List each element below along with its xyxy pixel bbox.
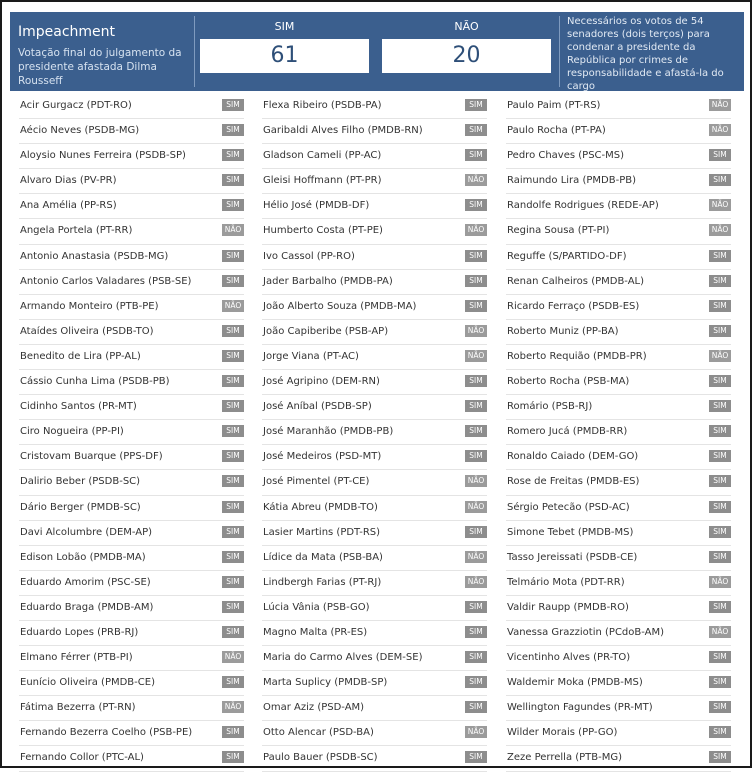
senator-name: Ana Amélia (PP-RS) <box>20 200 117 212</box>
senator-row <box>506 194 731 219</box>
vote-badge: SIM <box>222 400 244 412</box>
senator-name: João Capiberibe (PSB-AP) <box>263 325 389 337</box>
vote-badge: SIM <box>222 425 244 437</box>
senator-row <box>262 546 487 571</box>
senator-name: Antonio Carlos Valadares (PSB-SE) <box>20 275 192 287</box>
senator-row <box>19 445 244 470</box>
senator-row <box>19 270 244 295</box>
senator-row <box>19 245 244 270</box>
senator-name: Randolfe Rodrigues (REDE-AP) <box>507 200 659 212</box>
senator-name: Fátima Bezerra (PT-RN) <box>20 702 136 714</box>
senator-name: Waldemir Moka (PMDB-MS) <box>507 677 643 689</box>
senator-row <box>506 646 731 671</box>
vote-badge: NÃO <box>222 651 244 663</box>
senator-name: José Medeiros (PSD-MT) <box>263 451 382 463</box>
vote-badge: SIM <box>465 526 487 538</box>
senator-name: Magno Malta (PR-ES) <box>263 626 368 638</box>
vote-badge: NÃO <box>465 350 487 362</box>
sim-label: SIM <box>274 20 295 33</box>
vote-badge: NÃO <box>709 99 731 111</box>
senator-row <box>19 370 244 395</box>
senator-name: Telmário Mota (PDT-RR) <box>507 576 625 588</box>
vote-badge: NÃO <box>465 726 487 738</box>
vote-badge: SIM <box>465 751 487 763</box>
senator-name: Wellington Fagundes (PR-MT) <box>507 702 653 714</box>
senator-name: Cristovam Buarque (PPS-DF) <box>20 451 163 463</box>
senator-row <box>262 671 487 696</box>
vote-badge: SIM <box>222 375 244 387</box>
senator-name: Gleisi Hoffmann (PT-PR) <box>263 175 382 187</box>
vote-badge: NÃO <box>465 224 487 236</box>
senator-name: Raimundo Lira (PMDB-PB) <box>507 175 636 187</box>
senator-row <box>19 470 244 495</box>
senator-row <box>506 320 731 345</box>
senator-row <box>262 295 487 320</box>
senator-name: Lúcia Vânia (PSB-GO) <box>263 601 370 613</box>
senator-name: Armando Monteiro (PTB-PE) <box>20 300 159 312</box>
senator-row <box>19 194 244 219</box>
senator-row <box>19 345 244 370</box>
senator-name: Humberto Costa (PT-PE) <box>263 225 383 237</box>
vote-badge: SIM <box>465 99 487 111</box>
senator-name: Davi Alcolumbre (DEM-AP) <box>20 526 153 538</box>
senator-row <box>262 169 487 194</box>
senator-name: Eunício Oliveira (PMDB-CE) <box>20 677 155 689</box>
senator-row <box>19 721 244 746</box>
vote-badge: NÃO <box>222 224 244 236</box>
vote-badge: NÃO <box>222 701 244 713</box>
senator-row <box>506 596 731 621</box>
senator-name: Lídice da Mata (PSB-BA) <box>263 551 383 563</box>
nao-count: 20 <box>382 39 551 73</box>
senator-name: José Aníbal (PSDB-SP) <box>263 401 372 413</box>
vote-badge: NÃO <box>465 576 487 588</box>
required-votes-note: Necessários os votos de 54 senadores (dois terços) para condenar a presidente da República por crimes de responsabilidade e afastá-la do cargo <box>567 16 724 92</box>
header-divider-left <box>194 16 195 87</box>
senator-name: Flexa Ribeiro (PSDB-PA) <box>263 100 382 111</box>
senator-row <box>506 144 731 169</box>
vote-badge: SIM <box>222 325 244 337</box>
senator-name: Lindbergh Farias (PT-RJ) <box>263 576 382 588</box>
vote-badge: SIM <box>465 300 487 312</box>
vote-badge: SIM <box>465 676 487 688</box>
senator-row <box>262 646 487 671</box>
vote-badge: SIM <box>222 250 244 262</box>
senator-row <box>262 496 487 521</box>
senator-row <box>506 496 731 521</box>
senator-row <box>506 571 731 596</box>
senator-row <box>19 621 244 646</box>
senator-name: Eduardo Amorim (PSC-SE) <box>20 576 151 588</box>
senator-name: Garibaldi Alves Filho (PMDB-RN) <box>263 125 423 137</box>
senator-row <box>19 571 244 596</box>
senator-row <box>19 219 244 244</box>
vote-badge: NÃO <box>222 300 244 312</box>
senator-row <box>19 94 244 119</box>
senator-row <box>506 295 731 320</box>
vote-badge: SIM <box>465 701 487 713</box>
vote-badge: NÃO <box>709 576 731 588</box>
vote-badge: SIM <box>222 576 244 588</box>
senator-row <box>19 546 244 571</box>
senator-name: João Alberto Souza (PMDB-MA) <box>263 300 417 312</box>
senator-row <box>19 646 244 671</box>
vote-badge: SIM <box>709 275 731 287</box>
senator-name: Fernando Bezerra Coelho (PSB-PE) <box>20 727 193 739</box>
senator-name: Marta Suplicy (PMDB-SP) <box>263 677 388 689</box>
vote-badge: SIM <box>709 751 731 763</box>
header-title-block <box>18 24 196 88</box>
vote-badge: NÃO <box>709 199 731 211</box>
senator-name: Zeze Perrella (PTB-MG) <box>507 752 623 764</box>
senator-row <box>262 245 487 270</box>
senator-row <box>262 144 487 169</box>
senator-row <box>506 345 731 370</box>
senator-name: Wilder Morais (PP-GO) <box>507 727 618 739</box>
nao-total-block <box>382 20 551 73</box>
senator-row <box>506 721 731 746</box>
senator-row <box>262 521 487 546</box>
senator-name: Acir Gurgacz (PDT-RO) <box>20 100 132 111</box>
senator-name: Sérgio Petecão (PSD-AC) <box>507 501 630 513</box>
senator-row <box>19 144 244 169</box>
senator-name: Dário Berger (PMDB-SC) <box>20 501 141 513</box>
senator-row <box>506 169 731 194</box>
vote-badge: NÃO <box>465 501 487 513</box>
senator-row <box>506 219 731 244</box>
senator-name: Cássio Cunha Lima (PSDB-PB) <box>20 376 170 388</box>
senator-name: Aloysio Nunes Ferreira (PSDB-SP) <box>20 150 186 162</box>
senator-name: Romário (PSB-RJ) <box>507 401 593 413</box>
senator-name: Reguffe (S/PARTIDO-DF) <box>507 250 627 262</box>
vote-badge: SIM <box>222 751 244 763</box>
senator-row <box>262 370 487 395</box>
vote-badge: SIM <box>222 501 244 513</box>
senator-row <box>506 420 731 445</box>
vote-badge: SIM <box>465 450 487 462</box>
vote-badge: SIM <box>222 676 244 688</box>
senator-name: Angela Portela (PT-RR) <box>20 225 133 237</box>
senator-name: Vanessa Grazziotin (PCdoB-AM) <box>507 626 665 638</box>
vote-badge: SIM <box>465 275 487 287</box>
vote-badge: SIM <box>709 601 731 613</box>
senator-row <box>506 671 731 696</box>
senator-row <box>506 119 731 144</box>
senator-row <box>262 395 487 420</box>
page-title: Impeachment <box>18 24 116 40</box>
senator-row <box>262 470 487 495</box>
senator-name: Ivo Cassol (PP-RO) <box>263 250 355 262</box>
vote-badge: SIM <box>709 676 731 688</box>
vote-badge: SIM <box>222 350 244 362</box>
vote-badge: SIM <box>709 375 731 387</box>
senator-name: Alvaro Dias (PV-PR) <box>20 175 117 187</box>
senator-row <box>262 721 487 746</box>
vote-badge: SIM <box>709 475 731 487</box>
vote-badge: SIM <box>709 651 731 663</box>
senator-row <box>262 445 487 470</box>
senator-row <box>262 420 487 445</box>
senator-name: Paulo Bauer (PSDB-SC) <box>263 752 378 764</box>
senator-name: Paulo Paim (PT-RS) <box>507 100 601 111</box>
vote-badge: NÃO <box>465 551 487 563</box>
senator-row <box>262 270 487 295</box>
senator-row <box>19 395 244 420</box>
vote-badge: SIM <box>709 551 731 563</box>
vote-badge: SIM <box>222 551 244 563</box>
senator-row <box>19 596 244 621</box>
nao-label: NÃO <box>454 20 479 33</box>
senator-row <box>506 546 731 571</box>
vote-badge: NÃO <box>465 475 487 487</box>
senator-name: Paulo Rocha (PT-PA) <box>507 125 606 137</box>
vote-badge: SIM <box>465 601 487 613</box>
senator-row <box>506 245 731 270</box>
sim-count: 61 <box>200 39 369 73</box>
senator-name: Dalirio Beber (PSDB-SC) <box>20 476 141 488</box>
senators-column-2 <box>262 94 487 772</box>
senator-name: Vicentinho Alves (PR-TO) <box>507 652 631 664</box>
vote-badge: SIM <box>709 425 731 437</box>
senator-row <box>262 596 487 621</box>
senator-name: Roberto Muniz (PP-BA) <box>507 325 619 337</box>
senator-row <box>19 420 244 445</box>
senator-row <box>19 169 244 194</box>
senator-row <box>19 320 244 345</box>
vote-badge: SIM <box>709 526 731 538</box>
senator-name: Cidinho Santos (PR-MT) <box>20 401 137 413</box>
senator-name: Renan Calheiros (PMDB-AL) <box>507 275 645 287</box>
senator-name: Ataídes Oliveira (PSDB-TO) <box>20 325 154 337</box>
vote-badge: SIM <box>465 124 487 136</box>
senator-row <box>506 696 731 721</box>
senators-column-1 <box>19 94 244 772</box>
senator-name: Romero Jucá (PMDB-RR) <box>507 426 628 438</box>
vote-badge: SIM <box>465 425 487 437</box>
vote-badge: NÃO <box>709 224 731 236</box>
senator-row <box>19 696 244 721</box>
vote-badge: SIM <box>222 450 244 462</box>
senator-row <box>19 119 244 144</box>
vote-badge: SIM <box>709 726 731 738</box>
senator-name: Eduardo Braga (PMDB-AM) <box>20 601 154 613</box>
vote-badge: SIM <box>465 400 487 412</box>
senator-name: Aécio Neves (PSDB-MG) <box>20 125 140 137</box>
senator-row <box>262 219 487 244</box>
senator-name: Tasso Jereissati (PSDB-CE) <box>507 551 638 563</box>
vote-badge: SIM <box>709 300 731 312</box>
vote-badge: SIM <box>465 375 487 387</box>
vote-badge: SIM <box>709 701 731 713</box>
senator-row <box>19 295 244 320</box>
vote-badge: SIM <box>709 174 731 186</box>
senator-name: Fernando Collor (PTC-AL) <box>20 752 144 764</box>
senator-row <box>506 621 731 646</box>
vote-badge: SIM <box>222 275 244 287</box>
senator-row <box>262 194 487 219</box>
sim-total-block <box>200 20 369 73</box>
senator-row <box>506 370 731 395</box>
senator-row <box>19 521 244 546</box>
senator-row <box>262 119 487 144</box>
see-votes-label: Veja como votaram os senadores <box>567 97 686 121</box>
senator-row <box>506 395 731 420</box>
vote-badge: SIM <box>222 124 244 136</box>
senator-row <box>262 696 487 721</box>
senator-name: Kátia Abreu (PMDB-TO) <box>263 501 378 513</box>
vote-badge: SIM <box>465 250 487 262</box>
header-divider-right <box>559 16 560 87</box>
page-subtitle: Votação final do julgamento da presidente afastada Dilma Rousseff <box>18 47 182 87</box>
senator-name: Ciro Nogueira (PP-PI) <box>20 426 124 438</box>
senator-name: José Maranhão (PMDB-PB) <box>263 426 394 438</box>
senator-row <box>506 470 731 495</box>
senator-row <box>506 521 731 546</box>
senator-row <box>262 94 487 119</box>
senator-row <box>262 345 487 370</box>
senator-name: Ronaldo Caiado (DEM-GO) <box>507 451 639 463</box>
senator-name: Antonio Anastasia (PSDB-MG) <box>20 250 169 262</box>
senator-name: Elmano Férrer (PTB-PI) <box>20 652 133 664</box>
senator-name: Edison Lobão (PMDB-MA) <box>20 551 146 563</box>
senator-name: Omar Aziz (PSD-AM) <box>263 702 365 714</box>
senator-name: Eduardo Lopes (PRB-RJ) <box>20 626 139 638</box>
senator-row <box>19 671 244 696</box>
senator-row <box>262 320 487 345</box>
vote-badge: SIM <box>222 475 244 487</box>
vote-badge: SIM <box>709 325 731 337</box>
vote-badge: NÃO <box>709 350 731 362</box>
senator-name: José Pimentel (PT-CE) <box>263 476 370 488</box>
chevron-down-icon: ❯ <box>625 111 633 120</box>
vote-badge: SIM <box>222 726 244 738</box>
senator-name: Jader Barbalho (PMDB-PA) <box>263 275 393 287</box>
vote-badge: NÃO <box>465 174 487 186</box>
senator-name: Valdir Raupp (PMDB-RO) <box>507 601 629 613</box>
senator-name: Ricardo Ferraço (PSDB-ES) <box>507 300 640 312</box>
vote-badge: SIM <box>222 526 244 538</box>
senators-column-3 <box>506 94 731 772</box>
vote-badge: SIM <box>222 149 244 161</box>
vote-badge: SIM <box>465 199 487 211</box>
vote-badge: NÃO <box>709 124 731 136</box>
vote-badge: SIM <box>709 250 731 262</box>
vote-badge: SIM <box>465 149 487 161</box>
senator-name: Benedito de Lira (PP-AL) <box>20 350 141 362</box>
senator-name: Gladson Cameli (PP-AC) <box>263 150 382 162</box>
senator-name: Regina Sousa (PT-PI) <box>507 225 610 237</box>
senator-row <box>506 94 731 119</box>
vote-badge: SIM <box>709 149 731 161</box>
senator-name: Rose de Freitas (PMDB-ES) <box>507 476 640 488</box>
senator-name: Pedro Chaves (PSC-MS) <box>507 150 625 162</box>
senator-row <box>19 496 244 521</box>
senator-row <box>506 445 731 470</box>
senator-name: Roberto Rocha (PSB-MA) <box>507 376 630 388</box>
senator-row <box>262 621 487 646</box>
vote-badge: NÃO <box>709 626 731 638</box>
vote-badge: SIM <box>465 626 487 638</box>
vote-badge: SIM <box>709 450 731 462</box>
vote-badge: NÃO <box>465 325 487 337</box>
senator-name: Maria do Carmo Alves (DEM-SE) <box>263 652 423 664</box>
vote-badge: SIM <box>709 400 731 412</box>
vote-badge: SIM <box>222 174 244 186</box>
vote-badge: SIM <box>222 601 244 613</box>
vote-badge: SIM <box>222 626 244 638</box>
vote-badge: SIM <box>222 199 244 211</box>
senator-name: Hélio José (PMDB-DF) <box>263 200 370 212</box>
senator-row <box>506 270 731 295</box>
senator-name: José Agripino (DEM-RN) <box>263 376 380 388</box>
senator-name: Roberto Requião (PMDB-PR) <box>507 350 647 362</box>
senator-row <box>262 571 487 596</box>
senator-name: Jorge Viana (PT-AC) <box>263 350 359 362</box>
senator-name: Otto Alencar (PSD-BA) <box>263 727 374 739</box>
senator-name: Lasier Martins (PDT-RS) <box>263 526 381 538</box>
vote-badge: SIM <box>709 501 731 513</box>
vote-badge: SIM <box>222 99 244 111</box>
senator-name: Simone Tebet (PMDB-MS) <box>507 526 634 538</box>
vote-badge: SIM <box>465 651 487 663</box>
